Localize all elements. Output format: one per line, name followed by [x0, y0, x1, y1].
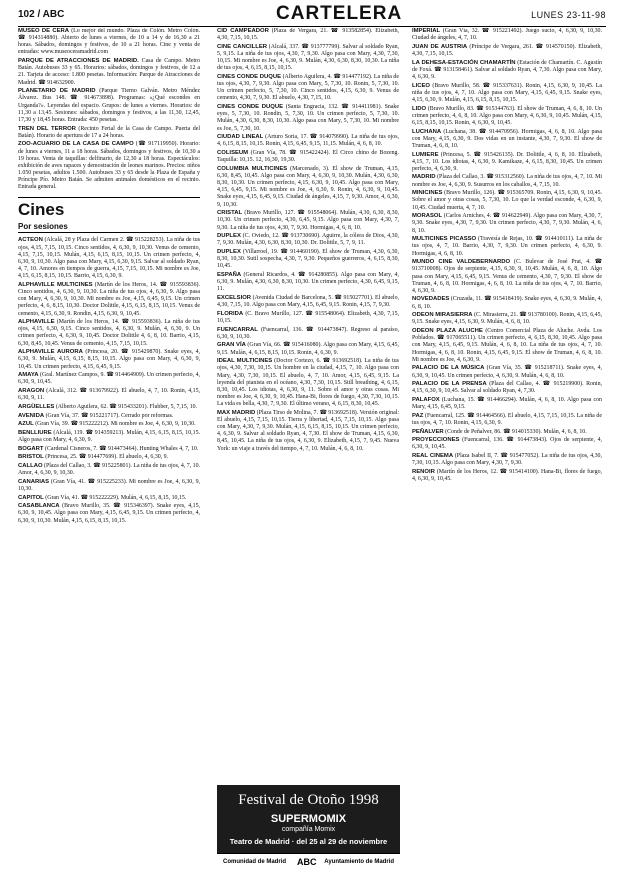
- listing-text: (C. Bravo Murillo, 127. ☎ 915548064). Elizabeth, 4,30, 7,15, 10,15.: [217, 310, 399, 324]
- listing-text: (Cardenal Cisneros, 7. ☎ 914473464). Hunting Whales 4, 7, 10.: [45, 445, 199, 452]
- listing-entry: [217, 134, 399, 148]
- listing-name: CINE CANCILLER: [217, 43, 268, 50]
- listing-name: LUMIERE: [412, 151, 439, 158]
- listing-entry: [18, 237, 200, 280]
- listing-entry: [412, 296, 602, 310]
- listing-name: DUPLEX: [217, 249, 241, 256]
- listing-entry: [217, 249, 399, 270]
- page-number: 102 / ABC: [18, 9, 65, 20]
- listing-name: TREN DEL TERROR: [18, 125, 76, 132]
- por-sesiones-heading: Por sesiones: [18, 222, 200, 233]
- listing-entry: [217, 327, 399, 341]
- listing-entry: [18, 463, 200, 477]
- listing-entry: [412, 437, 602, 451]
- listing-entry: [217, 150, 399, 164]
- listing-name: PALACIO DE LA MÚSICA: [412, 365, 485, 372]
- listing-text: (Plaza del Callao, 3. ☎ 915225801). La niña de tus ojos, 4, 7, 10. Amor, 4, 6,30, 9, 10,30.: [18, 462, 200, 477]
- listing-name: CAPITOL: [18, 494, 44, 501]
- listing-text: (Estación de Chamartín. C. Agustín de Foxá. ☎ 913158461). Salvar al soldado Ryan, 4, 7,30. Algo pasa con Mary, 4, 6,30, 9.: [412, 59, 602, 80]
- festival-advertisement[interactable]: [217, 785, 400, 871]
- listing-entry: [412, 381, 602, 395]
- listing-text: (Bravo Murillo, 83. ☎ 915344763). El show de Truman, 4, 6, 8, 10. Un crimen perfecto, 4, 6, 8, 10. Algo pasa con Mary, 4, 6,30, 9, 10,45. Mulán, 4,15, 6,15, 8,15, 10,15. Ronin, 4, 6,30, 9, 10,45.: [412, 105, 602, 126]
- listing-name: RENOIR: [412, 468, 435, 475]
- listing-entry: [18, 141, 200, 191]
- listing-entry: [412, 190, 602, 211]
- listing-entry: [18, 446, 200, 453]
- listing-name: ARAGON: [18, 388, 45, 395]
- listing-text: (Plaza de Vergara, 21. ☎ 913582854). Elizabeth, 4,30, 7,15, 10,15.: [217, 28, 399, 42]
- listing-text: (Bravo Murillo, 35. ☎ 915346397). Snake eyes, 4,15, 6,30, 9, 10,45. Algo pasa con Mary, 4,15, 6,45, 9,15. Un crimen perfecto, 4, 6,30, 9, 10,30. Mulán, 4,15, 6,15, 8,15, 10,15.: [18, 503, 200, 524]
- listing-text: (Gran Vía, 78. ☎ 915422424). El Circo chino de Bozeng. Taquilla: 10,15. 12, 16,30, 19,30.: [217, 150, 399, 164]
- listing-entry: [412, 413, 602, 427]
- listing-entry: [412, 365, 602, 379]
- listing-name: ARGÜELLES: [18, 403, 55, 410]
- listing-text: (Martín de los Heros, 14. ☎ 915593836). Cinco sentidos, 4, 6,30, 9, 10,30. La niña de tus ojos, 4, 6,30, 9. Algo pasa con Mary, 4, 6,30, 9, 10,30. Mi nombre es Joe, 4,15, 6,45, 9,15. Un crimen perfecto, 4, 6, 8,15, 10,30. Doctor Dolittle, 4,15, 6,15, 8,15, 10,15. Venus de cemento, 4,15, 6,30, 9. Rondin, 4,15, 6,30, 9, 10,45.: [18, 281, 200, 317]
- listings-other: [18, 28, 200, 191]
- listing-name: PEÑALVER: [412, 428, 444, 435]
- listing-name: LUCHANA: [412, 128, 442, 135]
- listing-name: ESPAÑA: [217, 272, 242, 278]
- listing-text: Casa de Campo. Metro Batán. Autobuses 33 y 65. Horarios: sábados, domingos y festivos, de 12 a 21. Tarjeta de acceso: 1.800 pesetas. Información: Parque de Atracciones de Madrid. ☎ 914632900.: [18, 58, 200, 86]
- listing-text: (Bravo Murillo, 126). ☎ 915365709. Ronin, 4,15, 6,30, 9, 10,45. Sobre el amor y otras cosas, 5, 7,30, 10. Lo que la verdad esconde, 4, 6,30, 9, 10,45. Ciudad muerta, 4, 7, 10.: [412, 190, 602, 211]
- listing-entry: [217, 44, 399, 73]
- sponsor-left: Comunidad de Madrid: [223, 859, 286, 865]
- listing-entry: [217, 104, 399, 133]
- listing-entry: [217, 233, 399, 247]
- listing-text: (Alberto Aguilera, 62. ☎ 915433201). Flubber, 5, 7,15, 10.: [55, 403, 198, 410]
- listing-name: COLUMBIA MULTICINES: [217, 165, 288, 172]
- listing-text: (Plaza Isabel II, 7. ☎ 915477052). La niña de tus ojos, 4,30, 7,30, 10,15. Algo pasa con Mary, 4,30, 7, 9,30.: [412, 453, 602, 467]
- listing-entry: [217, 311, 399, 325]
- listing-text: (Alcalá, 312. ☎ 913679922). El abuelo, 4, 7, 10. Ronin, 4,15, 6,30, 9, 11.: [18, 388, 200, 402]
- listing-name: CALLAO: [18, 462, 43, 469]
- cinema-listings: [217, 28, 399, 453]
- listing-text: (Fuencarral, 136. ☎ 914473847). Regreso al paraíso, 6,30, 9, 10,30.: [217, 326, 399, 340]
- column-1: [18, 28, 200, 874]
- listing-entry: [412, 397, 602, 411]
- listing-text: (Gran Vía, 35. ☎ 915218711). Snake eyes, 4, 6,30, 9, 10,45. Un crimen perfecto, 4, 6,30, 9. Mulán, 4, 6, 8, 10.: [412, 365, 602, 379]
- listing-entry: [412, 328, 602, 364]
- listing-name: ALPHAVILLE MULTICINES: [18, 281, 93, 288]
- listing-text: (Villarroel, 19. ☎ 914460190). El show de Truman, 4,30, 6,30, 8,30, 10,30. Sutil sospecha, 4,30, 7, 9,30. Pequeños guerreros, 4, 6,15, 8,30, 10,45.: [217, 249, 399, 270]
- cinema-listings: [18, 237, 200, 524]
- listing-entry: [18, 430, 200, 444]
- listing-name: PLANETARIO DE MADRID: [18, 88, 96, 95]
- listing-name: LICEO: [412, 82, 430, 89]
- listing-name: GRAN VÍA: [217, 342, 246, 349]
- listing-entry: [217, 342, 399, 356]
- listing-name: CINES CONDE DUQUE: [217, 73, 282, 80]
- listing-text: (Plaza del Callao, 4. ☎ 915219900). Ronin, 4,15, 6,30, 9, 10,45. Salvar al soldado Ryan, 4, 7,30.: [412, 381, 602, 395]
- listing-text: (Alcalá, 28 y Plaza del Carmen 2. ☎ 915228253). La niña de tus ojos, 4,15, 7,15, 10,15. Cinco sentidos, 4, 6,30, 9, 10,30. Venus de cemento, 4,15, 7,15, 10,15. Mulán, 4,15, 6,15, 8,15, 10,15. Un crimen perfecto, 4, 6,30, 9, 10,30. Algo pasa con Mary, 4,15, 6,30, 9,15. Salvar al soldado Ryan, 4, 7, 10. Amores en tiempos de guerra, 4,15, 7,15, 10,15. Mi nombre es Joe, 4,15, 6,15, 8,15, 10,15. Barrio, 4,15, 6,30, 9.: [18, 237, 200, 280]
- listing-text: (Recinto Ferial de la Casa de Campo. Puerta del Batán). Horario de apertura de 17 a 24 horas.: [18, 125, 200, 139]
- listing-text: (Plaza Tirso de Molina, 7. ☎ 913692518). Versión original: El abuelo, 4,15, 7,15, 10,15. Tierra y libertad, 4,15, 7,15, 10,15. Algo pasa con Mary, 4,30, 7, 9,30. Mulán, 4,15, 6,15, 8,15, 10,15. Un crimen perfecto, 4, 6,30, 9. Salvar al soldado Ryan, 4, 7,30. El show de Truman, 4,15, 6,30, 8,45, 10,45. La niña de tus ojos, 4, 6,30, 9. Elizabeth, 4,15, 7, 9,45. Nueva York: un viaje a través del tiempo, 4, 7, 10. Mulán, 4, 6, 8, 10.: [217, 409, 399, 452]
- listing-name: MUSEO DE CERA: [18, 28, 70, 34]
- listing-text: (Doctor Cortezo, 6. ☎ 913692518). La niña de tus ojos, 4,30, 7,30, 10,15. Un hombre en la ciudad, 4,15, 7, 10. Algo pasa con Mary, 4,30, 7,30, 10,15. El abuelo, 4, 7, 10. Amor, 4,15, 6,45, 9,15. La leyenda del pianista en el océano, 4,30, 7,30, 10,15. Still breathing, 4, 6,15, 8,30, 10,45. Los idiotas, 4, 6,30, 9, 11. Sobre el amor y otras cosas. Mi nombre es Joe, 4, 6,30, 9, 10,45. Hana-Bi, flores de fuego, 4,30, 7,30, 10,15. La vida es bella, 4,30, 7, 9,30. El último verano, 4, 6,15, 8,30, 10,45.: [217, 358, 399, 408]
- listing-entry: [18, 372, 200, 386]
- listing-text: (Conde de Peñalver, 86. ☎ 914015330). Mulán, 4, 6, 8, 10.: [445, 428, 587, 435]
- listing-entry: [412, 28, 602, 42]
- listing-name: IDEAL MULTICINES: [217, 358, 273, 365]
- listing-text: (Gran Vía, 37. ☎ 915221717). Cerrado por reformas.: [45, 412, 174, 419]
- listing-name: COLISEUM: [217, 150, 249, 156]
- listing-name: LIDO: [412, 105, 427, 112]
- listing-entry: [18, 126, 200, 140]
- listing-text: (Plaza del Callao, 3. ☎ 915312560). La niña de tus ojos, 4, 7, 10. Mi nombre es Joe, 4, 6,30, 9. Susurros en los caballos, 4, 7,15, 10.: [412, 174, 602, 188]
- listing-text: (Lo mejor del mundo. Plaza de Colón. Metro Colón. ☎ 914314880). Abierto de lunes a viernes, de 10 a 14 y de 16,30 a 21 horas. Sábados, domingos y festivos, de 10 a 21 horas. Cine y venta de entradas: www.museoceramadrid.com: [18, 28, 200, 56]
- listing-entry: [412, 453, 602, 467]
- listing-text: (Luchana, 15. ☎ 914466294). Mulán, 4, 6, 8, 10. Algo pasa con Mary, 4,15, 6,45, 9,15.: [412, 397, 602, 411]
- listing-entry: [18, 503, 200, 524]
- listing-text: (Gral. Martínez Campos, 9. ☎ 914464909). Un crimen perfecto, 4, 6,30, 9, 10,45.: [18, 372, 200, 386]
- listing-name: CID CAMPEADOR: [217, 28, 269, 34]
- listing-text: (Príncipe de Vergara, 261. ☎ 914570150). Elizabeth, 4,30, 7,15, 10,15.: [412, 43, 602, 57]
- listing-text: (Alberto Aguilera, 4. ☎ 914477192). La niña de tus ojos, 4,30, 7, 9,30. Algo pasa con Mary, 5, 7,30, 10. Ronin, 5, 7,30, 10. Un crimen perfecto, 5, 7,30, 10. Cinco sentidos, 4,15, 6,30, 9. Venus de cemento, 4,30, 7, 9,30. El abuelo, 4,30, 7,15, 10.: [217, 73, 399, 102]
- listing-entry: [18, 404, 200, 411]
- listing-entry: [217, 272, 399, 293]
- listing-text: (Parque Tierno Galván. Metro Méndez Álvarez. Bus 148. ☎ 914673898). Programas: «¿Qué escondes en Urganda?». Leyendas del espacio. Grupos: de lunes a viernes. Horarios: de 11,30 a 13,45. Sesiones: sábados, domingos y festivos, a las 11,30, 12,45, 17,30 y 18,45 horas. Entrada: 450 pesetas.: [18, 88, 200, 123]
- sponsor-right: Ayuntamiento de Madrid: [324, 859, 394, 865]
- listing-entry: [18, 421, 200, 428]
- listing-entry: [18, 282, 200, 318]
- listing-name: CRISTAL: [217, 210, 243, 217]
- listing-text: (C. Bulevar de José Prat, 4. ☎ 913710008). Ojos de serpiente, 4,15, 6,30, 9, 10,45. Mulán, 4, 6, 8, 10. Algo pasa con Mary, 4,15, 6,45, 9,15. Venus de cemento, 4,30, 7, 9,30. El show de Truman, 4, 6, 8, 10. Hormigas, 4, 6, 8, 10. La niña de tus ojos, 4, 7, 10. Barrio, 4, 6,30, 9.: [412, 259, 602, 294]
- listing-text: (Luchana, 38. ☎ 914470956). Hormigas, 4, 6, 8, 10. Algo pasa con Mary, 4,15, 6,30, 9. Dos vidas en un instante, 4,30, 7, 9,30. El show de Truman, 4, 6, 8, 10.: [412, 128, 602, 149]
- listing-name: MUNDO CINE VALDEBERNARDO: [412, 259, 511, 266]
- listing-entry: [412, 429, 602, 436]
- listing-entry: [217, 358, 399, 408]
- listing-name: DUPLEX: [217, 233, 241, 240]
- listing-name: PAZ: [412, 412, 424, 419]
- listing-text: (Travesía de Rejas, 10. ☎ 914410111). La niña de tus ojos, 4, 7, 10. Barrio, 4,30, 7, 9,30. Un crimen perfecto, 4, 6,30, 9. Hormigas, 4, 6, 8, 10.: [412, 236, 602, 257]
- listing-entry: [412, 44, 602, 58]
- listing-entry: [412, 469, 602, 483]
- listing-entry: [217, 410, 399, 453]
- listing-text: (Princesa, 20. ☎ 915429870). Snake eyes, 4, 6,30, 9. Mulán, 4,15, 6,15, 8,15, 10,15. Algo pasa con Mary, 4, 6,30, 9, 10,45. Un crimen perfecto, 4,15, 6,45, 9,15.: [18, 349, 200, 370]
- listing-name: ALPHAVILLE: [18, 319, 55, 326]
- listing-name: BRISTOL: [18, 454, 44, 461]
- sponsor-center: ABC: [297, 857, 317, 867]
- listing-name: ALPHAVILLE AURORA: [18, 349, 83, 356]
- ad-brand: SUPERMOMIX: [270, 813, 347, 825]
- listing-entry: [412, 174, 602, 188]
- listing-entry: [18, 454, 200, 461]
- column-2: [217, 28, 399, 780]
- listing-text: (Gran Vía, 66. ☎ 915416080). Algo pasa con Mary, 4,15, 6,45, 9,15. Mulán, 4, 6,15, 8,15, 10,15. Ronin, 4, 6,30, 9.: [217, 342, 399, 356]
- listing-entry: [412, 106, 602, 127]
- ad-company: compañía Momix: [281, 826, 336, 833]
- section-title: CARTELERA: [276, 3, 403, 24]
- listing-text: (Avenida Ciudad de Barcelona, 5. ☎ 915027701). El abuelo, 4,30, 7,15, 10. Algo pasa con Mary, 4,15, 6,45, 9,15. Ronin, 4,15, 7, 9,30.: [217, 294, 399, 309]
- listing-name: BOGART: [18, 445, 44, 452]
- listing-text: (Gran Vía, 41. ☎ 915225233). Mi nombre es Joe, 4, 6,30, 9, 10,30.: [18, 478, 200, 492]
- listing-name: MULTICINES PICASSO: [412, 236, 477, 243]
- column-3: [412, 28, 602, 874]
- listing-name: PROYECCIONES: [412, 437, 460, 444]
- listing-name: ZOO-ACUARIO DE LA CASA DE CAMPO: [18, 141, 134, 148]
- listing-name: MAX MADRID: [217, 409, 256, 416]
- listing-name: AVENIDA: [18, 412, 45, 419]
- listing-name: NOVEDADES: [412, 296, 450, 303]
- listing-text: (Alcalá, 119. ☎ 914359213). Mulán, 4,15, 6,15, 8,15, 10,15. Algo pasa con Mary, 4, 6,30, 9.: [18, 429, 200, 443]
- listing-entry: [412, 152, 602, 173]
- listing-text: (Bravo Murillo, 58. ☎ 915337631). Ronin, 4,15, 6,30, 9, 10,45. La niña de tus ojos, 4, 7, 10. Algo pasa con Mary, 4,15, 6,45, 9,15. Snake eyes, 4,15, 6,30, 9. Mulán, 4,15, 6,15, 8,15, 10,15.: [412, 82, 602, 103]
- listing-text: (Gran Vía, 32. ☎ 915221492). Juego sucio, 4, 6,30, 9, 10,30. Ciudad de ángeles, 4, 7, 10.: [412, 28, 602, 42]
- listing-text: (Fuencarral, 136. ☎ 914473843). Ojos de serpiente, 4, 6,30, 9, 10,45.: [412, 437, 602, 451]
- listing-text: (Carlos Arniches, 4. ☎ 914622949). Algo pasa con Mary, 4,30, 7, 9,30. Snake eyes, 4,30, 7, 9,30. Un crimen perfecto, 4,30, 7, 9,30. Mulán, 4, 6, 8, 10.: [412, 213, 602, 234]
- listing-entry: [217, 28, 399, 42]
- listing-entry: [217, 166, 399, 209]
- listing-name: LA DEHESA-ESTACIÓN CHAMARTÍN: [412, 59, 516, 66]
- cinema-listings: [412, 28, 602, 483]
- listing-text: (☎ 917119950). Horario: de lunes a viernes, 11 a 18 horas. Sábados, domingos y festivos, de 10,30 a 19 horas. Venta de taquillas: delfinario, de 12,30 a 18 horas. Espectáculos: exhibición de aves rapaces y demostración de leones marinos. Precios: niños 1.050 pesetas, adultos 1.500. Autobuses 33 y 65 desde la Plaza de España y Príncipe Pío. Metro Batán. Se admiten animales domésticos en el recinto. Entrada general.: [18, 141, 200, 191]
- listing-text: (Bravo Murillo, 127. ☎ 915548064). Mulán, 4,30, 6,30, 8,30, 10,30. Un crimen perfecto, 4,30, 6,45, 9,15. Algo pasa con Mary, 4,30, 7, 9,30. La niña de tus ojos, 4,30, 7, 9,30. Hormigas, 4, 6, 8, 10.: [217, 210, 399, 231]
- listing-text: (Arturo Soria, 17. ☎ 914079990). La niña de tus ojos, 4, 6,15, 8,15, 10,15. Ronin, 4,15, 6,45, 9,15, 11,15. Mulán, 4, 6, 8, 10.: [217, 134, 399, 148]
- listing-name: ODEON PLAZA ALUCHE: [412, 328, 483, 335]
- listing-name: ODEON MIRASIERRA: [412, 312, 473, 319]
- listing-name: FUENCARRAL: [217, 326, 258, 333]
- listing-entry: [18, 88, 200, 124]
- listing-name: MADRID: [412, 174, 436, 181]
- listing-name: CINES CONDE DUQUE: [217, 104, 284, 111]
- listing-entry: [412, 83, 602, 104]
- listing-name: CANARIAS: [18, 478, 50, 485]
- listing-entry: [412, 259, 602, 295]
- listing-name: AMAYA: [18, 372, 39, 379]
- listing-entry: [18, 413, 200, 420]
- listing-name: MORASOL: [412, 213, 443, 220]
- listing-name: JUAN DE AUSTRIA: [412, 43, 468, 50]
- listing-name: PARQUE DE ATRACCIONES DE MADRID.: [18, 58, 139, 65]
- listing-text: (Martín de los Heros, 12. ☎ 915414100). Hana-Bi, flores de fuego, 4, 6,30, 9, 10,45.: [412, 468, 602, 483]
- listing-name: FLORIDA: [217, 310, 244, 317]
- listing-text: (Cruzada, 11. ☎ 915418419). Snake eyes, 4, 6,30, 9. Mulán, 4, 6, 8, 10.: [412, 296, 602, 310]
- listing-text: (Gran Vía, 41. ☎ 915222229). Mulán, 4, 6,15, 8,15, 10,15.: [45, 494, 187, 501]
- listing-entry: [18, 349, 200, 370]
- listing-entry: [18, 28, 200, 57]
- listing-text: (Marcenado, 3). El show de Truman, 4,15, 6,30, 8,45, 10,45. Algo pasa con Mary, 4, 6,30, 9, 10,30. Mulán, 4,30, 6,30, 8,30, 10,30. Un crimen perfecto, 4,15, 6,30, 9, 10,45. Algo pasa con Mary, 4,15, 6,45, 9,15. Mi nombre es Joe, 4, 6,30, 9. Ronin, 4, 6,30, 9, 10,45. Snake eyes, 4,15, 6,45, 9,15. Ciudad de ángeles, 4,15, 7, 9,30. Amor, 4, 6,30, 9, 10,30.: [217, 165, 399, 208]
- listing-entry: [217, 295, 399, 309]
- listing-text: (Alcalá, 337. ☎ 913777799). Salvar al soldado Ryan, 5, 9,15. La niña de tus ojos, 4,30, 7, 9,30. Algo pasa con Mary, 4,30, 7,30, 10,15. Mi nombre es Joe, 4, 6,30, 9. Mulán, 4,30, 6,30, 8,30, 10,30. La niña de tus ojos, 4, 6,15, 8,15, 10,15.: [217, 43, 399, 72]
- listing-entry: [18, 388, 200, 402]
- listing-name: PALAFOX: [412, 397, 440, 403]
- listing-text: (Princesa, 5. ☎ 915426135). Dr. Dolittle, 4, 6, 8, 10. Elizabeth, 4,15, 7, 10. Los idiotas, 4, 6,30, 9. Kamikaze, 4, 6,15, 8,30, 10,45. Un crimen perfecto, 4, 6,30, 9.: [412, 151, 602, 172]
- listing-text: (Princesa, 25. ☎ 914477699). El abuelo, 4, 6,30, 9.: [45, 454, 169, 461]
- listing-name: REAL CINEMA: [412, 453, 454, 460]
- cines-heading: Cines: [18, 197, 200, 220]
- listing-entry: [412, 213, 602, 234]
- listing-entry: [18, 58, 200, 87]
- ad-title: Festival de Otoño 1998: [238, 792, 379, 808]
- listing-text: (Fuencarral, 125. ☎ 914464566). El abuelo, 4,15, 7,15, 10,15. La niña de tus ojos, 4, 7, 10. Ronin, 4,15, 6,30, 9.: [412, 412, 602, 426]
- issue-date: LUNES 23-11-98: [531, 10, 606, 20]
- listing-name: PALACIO DE LA PRENSA: [412, 381, 487, 388]
- listing-entry: [18, 319, 200, 348]
- listing-text: (Santa Engracia, 132. ☎ 914411981). Snake eyes, 5, 7,30, 10. Rondin, 5, 7,30, 10. Un crimen perfecto, 5, 7,30, 10. Mulán, 4,30, 6,30, 8,30, 10,30. Algo pasa con Mary, 5, 7,30, 10. Mi nombre es Joe, 5, 7,30, 10.: [217, 104, 399, 132]
- ad-sponsors: [217, 853, 400, 871]
- page-header: [18, 4, 606, 27]
- listing-text: (Centro Comercial Plaza de Aluche. Avda. Los Poblados. ☎ 917065511). Un crimen perfecto, 4, 6,15, 8,30, 10,45. Algo pasa con Mary, 4,15, 6,45, 9,15. Mulán, 4, 6, 8, 10. La niña de tus ojos, 4, 7, 10. Hormigas, 4, 6, 8, 10. Ronin, 4,15, 6,45, 9,15. El show de Truman, 4, 6, 8, 10. Mi nombre es Joe, 4, 6,30, 9.: [412, 328, 602, 363]
- listing-text: (C. Mirasierra, 21. ☎ 913780100). Ronin, 4,15, 6,45, 9,15. Snake eyes, 4,15, 6,30, 9. Mulán, 4, 6, 8, 10.: [412, 312, 602, 326]
- listing-text: (Gran Vía, 39. ☎ 915222212). Mi nombre es Joe, 4, 6,30, 9, 10,30.: [35, 421, 196, 428]
- listing-entry: [18, 495, 200, 502]
- listing-entry: [412, 236, 602, 257]
- listing-name: CIUDAD LINEAL: [217, 134, 264, 141]
- listing-text: (General Ricardos, 4. ☎ 914280855). Algo pasa con Mary, 4, 6,30, 9. Mulán, 4,30, 6,30, 8,30, 10,30. Un crimen perfecto, 4,30, 6,45, 9,15, 11.: [217, 272, 399, 293]
- listing-entry: [412, 312, 602, 326]
- listing-entry: [217, 210, 399, 231]
- listing-name: CASABLANCA: [18, 503, 60, 510]
- listing-name: MINICINES: [412, 190, 443, 197]
- listing-name: EXCELSIOR: [217, 294, 252, 301]
- listing-name: AZUL: [18, 421, 34, 428]
- listing-entry: [18, 479, 200, 493]
- listing-name: ACTEON: [18, 237, 43, 244]
- listing-name: IMPERIAL: [412, 28, 441, 34]
- listing-entry: [412, 60, 602, 81]
- listing-name: BENLLIURE: [18, 429, 52, 436]
- listing-text: (C. Oviedo, 12. ☎ 913730690). Aguirre, la cólera de Dios, 4,30, 7, 9,30. Mulán, 4,30, 6,30, 8,30, 10,30. Dr. Dolittle, 5, 7, 9, 11.: [217, 233, 399, 247]
- listing-entry: [412, 129, 602, 150]
- ad-venue: Teatro de Madrid · del 25 al 29 de noviembre: [229, 837, 388, 846]
- listing-entry: [217, 74, 399, 103]
- listing-text: (Martín de los Heros, 14. ☎ 915593836). La niña de tus ojos, 4,15, 6,30, 9,15. Cinco sentidos, 4, 6,30, 9. Mulán, 4, 6,30, 9. Un crimen perfecto, 4, 6,30, 9, 10,45. Doctor Dolittle 4, 6, 8, 10. Barrio, 4,15, 6,30, 8,45, 10,45. Venus de cemento, 4,15, 7,15, 10,15.: [18, 319, 200, 347]
